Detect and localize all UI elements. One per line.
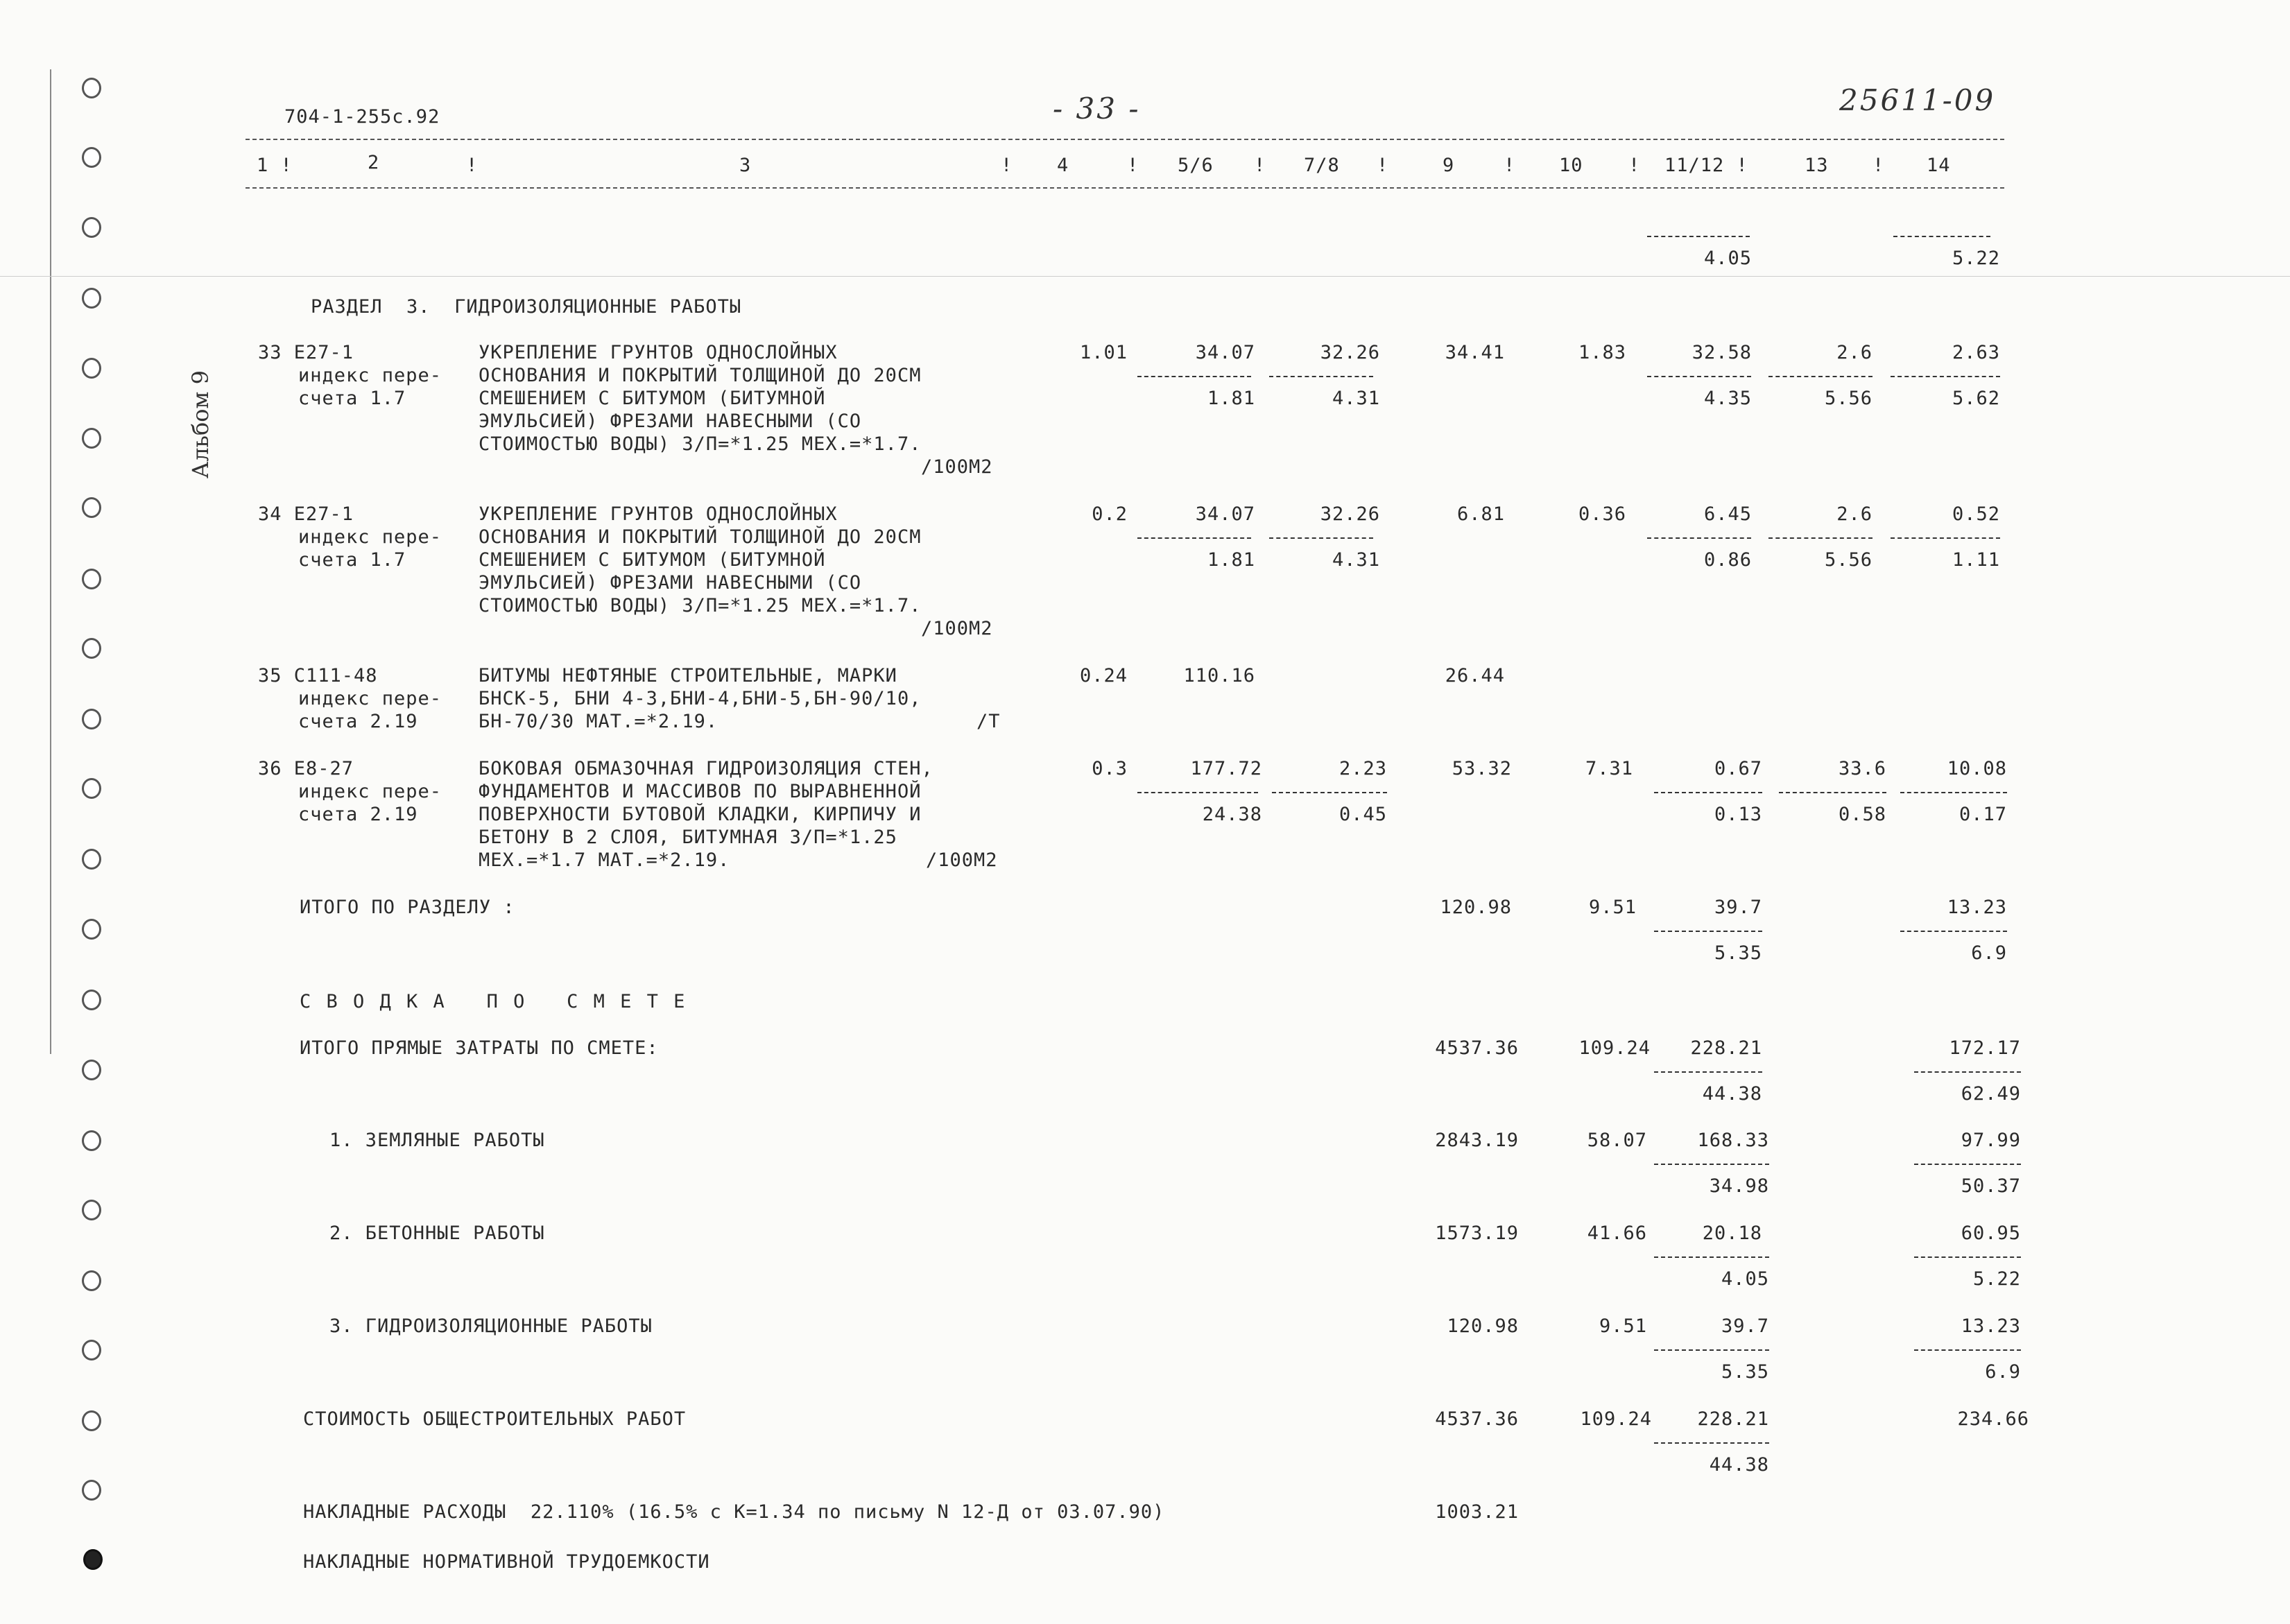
- margin-edge: [50, 69, 51, 1054]
- total-c10: 9.51: [1588, 897, 1637, 918]
- column-header: 3: [739, 155, 752, 176]
- summary-c1112b: 5.35: [1721, 1361, 1769, 1383]
- binder-hole-icon: [82, 990, 101, 1010]
- row-description: СМЕШЕНИЕМ С БИТУМОМ (БИТУМНОЙ: [479, 388, 826, 409]
- summary-c14b: 5.22: [1972, 1268, 2021, 1290]
- section-total-label: ИТОГО ПО РАЗДЕЛУ :: [300, 897, 515, 918]
- summary-divider: [1914, 1164, 2021, 1165]
- cell-divider: [1272, 792, 1387, 793]
- cell-c56: 110.16: [1183, 665, 1255, 686]
- cell-c56b: 1.81: [1207, 388, 1255, 409]
- row-number: 34 Е27-1: [258, 503, 354, 525]
- summary-c14: 60.95: [1961, 1223, 2021, 1244]
- summary-label: НАКЛАДНЫЕ РАСХОДЫ 22.110% (16.5% с К=1.34 по письму N 12-Д от 03.07.90): [303, 1501, 1165, 1523]
- page-number: - 33 -: [1053, 92, 1141, 126]
- column-header: !: [1873, 155, 1885, 176]
- row-description: /100М2: [926, 849, 998, 871]
- binder-hole-icon: [82, 147, 101, 168]
- cell-c13: 2.6: [1836, 342, 1873, 363]
- summary-label: 3. ГИДРОИЗОЛЯЦИОННЫЕ РАБОТЫ: [329, 1315, 653, 1337]
- cell-c14b: 5.62: [1952, 388, 2000, 409]
- cell-c13: 2.6: [1836, 503, 1873, 525]
- row-number: 36 Е8-27: [258, 758, 354, 779]
- summary-c14: 13.23: [1961, 1315, 2021, 1337]
- stamp-number: 25611-09: [1839, 83, 1996, 117]
- row-description: ОСНОВАНИЯ И ПОКРЫТИЙ ТОЛЩИНОЙ ДО 20СМ: [479, 526, 922, 548]
- summary-divider: [1914, 1071, 2021, 1073]
- column-header: 13: [1805, 155, 1829, 176]
- summary-label: НАКЛАДНЫЕ НОРМАТИВНОЙ ТРУДОЕМКОСТИ: [303, 1551, 710, 1573]
- row-code: счета 1.7: [298, 388, 406, 409]
- column-header: 4: [1057, 155, 1069, 176]
- row-code: счета 1.7: [298, 549, 406, 571]
- binder-hole-icon: [82, 1060, 101, 1080]
- section-title: РАЗДЕЛ 3. ГИДРОИЗОЛЯЦИОННЫЕ РАБОТЫ: [311, 296, 742, 318]
- cell-divider: [1647, 537, 1751, 539]
- summary-label: ИТОГО ПРЯМЫЕ ЗАТРАТЫ ПО СМЕТЕ:: [300, 1037, 659, 1059]
- row-code: индекс пере-: [298, 526, 442, 548]
- row-code: счета 2.19: [298, 804, 418, 825]
- row-description: СТОИМОСТЬЮ ВОДЫ) З/П=*1.25 МЕХ.=*1.7.: [479, 595, 922, 616]
- column-header: 1 !: [257, 155, 293, 176]
- summary-c1112: 228.21: [1690, 1037, 1762, 1059]
- summary-divider: [1654, 1442, 1769, 1444]
- cell-c78b: 0.45: [1338, 804, 1387, 825]
- total-divider: [1654, 931, 1762, 932]
- column-header: 10: [1559, 155, 1583, 176]
- row-code: индекс пере-: [298, 365, 442, 386]
- cell-divider: [1269, 537, 1373, 539]
- carry-over-c1112: 4.05: [1703, 248, 1752, 269]
- cell-c10: 1.83: [1578, 342, 1626, 363]
- total-c14b: 6.9: [1971, 942, 2007, 964]
- cell-c14: 0.52: [1952, 503, 2000, 525]
- summary-divider: [1654, 1256, 1769, 1258]
- column-header: !: [466, 155, 479, 176]
- summary-c9: 120.98: [1447, 1315, 1519, 1337]
- summary-c14: 234.66: [1957, 1408, 2029, 1430]
- summary-c1112: 168.33: [1697, 1130, 1769, 1151]
- cell-divider: [1900, 792, 2007, 793]
- binder-hole-icon: [82, 569, 101, 589]
- cell-c56: 34.07: [1195, 503, 1255, 525]
- summary-label: 2. БЕТОННЫЕ РАБОТЫ: [329, 1223, 545, 1244]
- row-description: /100М2: [921, 456, 993, 478]
- carry-over-c14: 5.22: [1952, 248, 2000, 269]
- doc-code: 704-1-255с.92: [284, 106, 440, 128]
- cell-c1112: 32.58: [1691, 342, 1752, 363]
- row-description: ЭМУЛЬСИЕЙ) ФРЕЗАМИ НАВЕСНЫМИ (СО: [479, 411, 862, 432]
- total-c1112b: 5.35: [1714, 942, 1762, 964]
- summary-c9: 1573.19: [1435, 1223, 1519, 1244]
- cell-c14b: 1.11: [1952, 549, 2000, 571]
- summary-label: 1. ЗЕМЛЯНЫЕ РАБОТЫ: [329, 1130, 545, 1151]
- binder-hole-icon: [82, 497, 101, 518]
- cell-c78: 32.26: [1320, 503, 1380, 525]
- side-label: Альбом 9: [187, 370, 214, 478]
- summary-c9: 2843.19: [1435, 1130, 1519, 1151]
- summary-c1112b: 34.98: [1709, 1175, 1769, 1197]
- cell-c9: 53.32: [1452, 758, 1512, 779]
- cell-c4: 0.2: [1092, 503, 1128, 525]
- row-description: СМЕШЕНИЕМ С БИТУМОМ (БИТУМНОЙ: [479, 549, 826, 571]
- summary-c1112b: 44.38: [1702, 1083, 1762, 1105]
- cell-c78b: 4.31: [1332, 388, 1380, 409]
- cell-c1112b: 0.13: [1714, 804, 1762, 825]
- row-description: МЕХ.=*1.7 МАТ.=*2.19.: [479, 849, 730, 871]
- summary-c10: 109.24: [1578, 1037, 1651, 1059]
- summary-c1112: 20.18: [1702, 1223, 1762, 1244]
- column-header: !: [1504, 155, 1516, 176]
- column-header: 5/6: [1178, 155, 1214, 176]
- summary-c10: 9.51: [1599, 1315, 1647, 1337]
- column-header: 14: [1927, 155, 1951, 176]
- cell-c4: 0.3: [1092, 758, 1128, 779]
- summary-c10: 58.07: [1587, 1130, 1647, 1151]
- row-description: ФУНДАМЕНТОВ И МАССИВОВ ПО ВЫРАВНЕННОЙ: [479, 781, 922, 802]
- cell-c9: 34.41: [1445, 342, 1505, 363]
- row-description: ОСНОВАНИЯ И ПОКРЫТИЙ ТОЛЩИНОЙ ДО 20СМ: [479, 365, 922, 386]
- total-c9: 120.98: [1440, 897, 1512, 918]
- binder-hole-icon: [82, 78, 101, 98]
- binder-hole-icon: [82, 778, 101, 799]
- row-description: УКРЕПЛЕНИЕ ГРУНТОВ ОДНОСЛОЙНЫХ: [479, 503, 838, 525]
- cell-c1112: 6.45: [1703, 503, 1752, 525]
- cell-c1112b: 0.86: [1703, 549, 1752, 571]
- cell-c78: 32.26: [1320, 342, 1380, 363]
- total-c14: 13.23: [1947, 897, 2007, 918]
- summary-c14: 172.17: [1949, 1037, 2021, 1059]
- column-header: !: [1377, 155, 1389, 176]
- summary-c1112: 228.21: [1697, 1408, 1769, 1430]
- summary-c14b: 62.49: [1961, 1083, 2021, 1105]
- summary-divider: [1914, 1256, 2021, 1258]
- header-rule-top: [246, 139, 2004, 140]
- cell-divider: [1654, 792, 1762, 793]
- row-description: УКРЕПЛЕНИЕ ГРУНТОВ ОДНОСЛОЙНЫХ: [479, 342, 838, 363]
- summary-c1112b: 4.05: [1721, 1268, 1769, 1290]
- row-description: СТОИМОСТЬЮ ВОДЫ) З/П=*1.25 МЕХ.=*1.7.: [479, 433, 922, 455]
- row-description: /100М2: [921, 618, 993, 639]
- cell-c14: 10.08: [1947, 758, 2007, 779]
- column-header: !: [1254, 155, 1266, 176]
- cell-c13b: 0.58: [1838, 804, 1886, 825]
- header-rule-bottom: [246, 187, 2004, 189]
- cell-c13b: 5.56: [1824, 549, 1873, 571]
- cell-c14b: 0.17: [1958, 804, 2007, 825]
- cell-c13b: 5.56: [1824, 388, 1873, 409]
- cell-c78b: 4.31: [1332, 549, 1380, 571]
- cell-c56b: 1.81: [1207, 549, 1255, 571]
- cell-divider: [1891, 376, 2000, 377]
- row-description: БОКОВАЯ ОБМАЗОЧНАЯ ГИДРОИЗОЛЯЦИЯ СТЕН,: [479, 758, 933, 779]
- row-number: 33 Е27-1: [258, 342, 354, 363]
- summary-divider: [1914, 1349, 2021, 1351]
- cell-c9: 26.44: [1445, 665, 1505, 686]
- row-description: БНСК-5, БНИ 4-3,БНИ-4,БНИ-5,БН-90/10,: [479, 688, 922, 709]
- row-description: БИТУМЫ НЕФТЯНЫЕ СТРОИТЕЛЬНЫЕ, МАРКИ: [479, 665, 897, 686]
- summary-divider: [1654, 1071, 1762, 1073]
- binder-hole-icon: [82, 1480, 101, 1501]
- row-code: счета 2.19: [298, 711, 418, 732]
- summary-divider: [1654, 1349, 1769, 1351]
- column-header: 2: [368, 152, 380, 173]
- cell-c10: 7.31: [1585, 758, 1633, 779]
- summary-divider: [1654, 1164, 1769, 1165]
- column-header: !: [1001, 155, 1013, 176]
- cell-divider: [1269, 376, 1373, 377]
- row-description: /Т: [976, 711, 1001, 732]
- cell-c78: 2.23: [1338, 758, 1387, 779]
- row-code: индекс пере-: [298, 688, 442, 709]
- row-description: БЕТОНУ В 2 СЛОЯ, БИТУМНАЯ З/П=*1.25: [479, 827, 897, 848]
- summary-c9: 1003.21: [1435, 1501, 1519, 1523]
- summary-c14b: 50.37: [1961, 1175, 2021, 1197]
- cell-divider: [1891, 537, 2000, 539]
- cell-divider: [1768, 537, 1873, 539]
- cell-c56: 34.07: [1195, 342, 1255, 363]
- column-header: 9: [1443, 155, 1455, 176]
- cell-c4: 0.24: [1079, 665, 1128, 686]
- binder-hole-icon: [82, 709, 101, 729]
- summary-c1112b: 44.38: [1709, 1454, 1769, 1476]
- cell-c13: 33.6: [1838, 758, 1886, 779]
- total-c1112: 39.7: [1714, 897, 1762, 918]
- row-code: индекс пере-: [298, 781, 442, 802]
- row-description: ЭМУЛЬСИЕЙ) ФРЕЗАМИ НАВЕСНЫМИ (СО: [479, 572, 862, 594]
- binder-hole-icon: [82, 1200, 101, 1220]
- cell-c4: 1.01: [1079, 342, 1128, 363]
- row-number: 35 С111-48: [258, 665, 378, 686]
- cell-divider: [1137, 792, 1258, 793]
- summary-title: С В О Д К А П О С М Е Т Е: [300, 991, 687, 1012]
- cell-c14: 2.63: [1952, 342, 2000, 363]
- column-header: !: [1628, 155, 1641, 176]
- cell-c9: 6.81: [1456, 503, 1505, 525]
- summary-c10: 41.66: [1587, 1223, 1647, 1244]
- cell-divider: [1137, 376, 1251, 377]
- row-description: ПОВЕРХНОСТИ БУТОВОЙ КЛАДКИ, КИРПИЧУ И: [479, 804, 922, 825]
- binder-hole-icon: [82, 1340, 101, 1360]
- summary-c9: 4537.36: [1435, 1408, 1519, 1430]
- binder-hole-icon: [82, 1410, 101, 1431]
- binder-hole-icon: [82, 358, 101, 379]
- binder-hole-icon: [82, 428, 101, 449]
- binder-hole-icon: [82, 1130, 101, 1151]
- binder-hole-icon: [83, 1549, 103, 1570]
- cell-c10: 0.36: [1578, 503, 1626, 525]
- binder-hole-icon: [82, 638, 101, 659]
- binder-hole-icon: [82, 849, 101, 870]
- carry-over-underline: [1893, 236, 1990, 237]
- row-description: БН-70/30 МАТ.=*2.19.: [479, 711, 718, 732]
- column-header: 7/8: [1304, 155, 1340, 176]
- summary-label: СТОИМОСТЬ ОБЩЕСТРОИТЕЛЬНЫХ РАБОТ: [303, 1408, 687, 1430]
- summary-c14b: 6.9: [1985, 1361, 2021, 1383]
- binder-hole-icon: [82, 217, 101, 238]
- column-header: !: [1127, 155, 1139, 176]
- cell-c56b: 24.38: [1202, 804, 1262, 825]
- summary-c9: 4537.36: [1435, 1037, 1519, 1059]
- carry-over-underline: [1647, 236, 1750, 237]
- cell-divider: [1768, 376, 1873, 377]
- summary-c1112: 39.7: [1721, 1315, 1769, 1337]
- cell-c1112: 0.67: [1714, 758, 1762, 779]
- column-header: 11/12 !: [1664, 155, 1748, 176]
- binder-hole-icon: [82, 1270, 101, 1291]
- cell-divider: [1779, 792, 1886, 793]
- binder-hole-icon: [82, 288, 101, 309]
- summary-c10: 109.24: [1580, 1408, 1652, 1430]
- cell-divider: [1647, 376, 1751, 377]
- cell-c56: 177.72: [1190, 758, 1262, 779]
- cell-c1112b: 4.35: [1703, 388, 1752, 409]
- cell-divider: [1137, 537, 1251, 539]
- binder-hole-icon: [82, 919, 101, 940]
- fold-line: [0, 276, 2290, 277]
- total-divider: [1900, 931, 2007, 932]
- summary-c14: 97.99: [1961, 1130, 2021, 1151]
